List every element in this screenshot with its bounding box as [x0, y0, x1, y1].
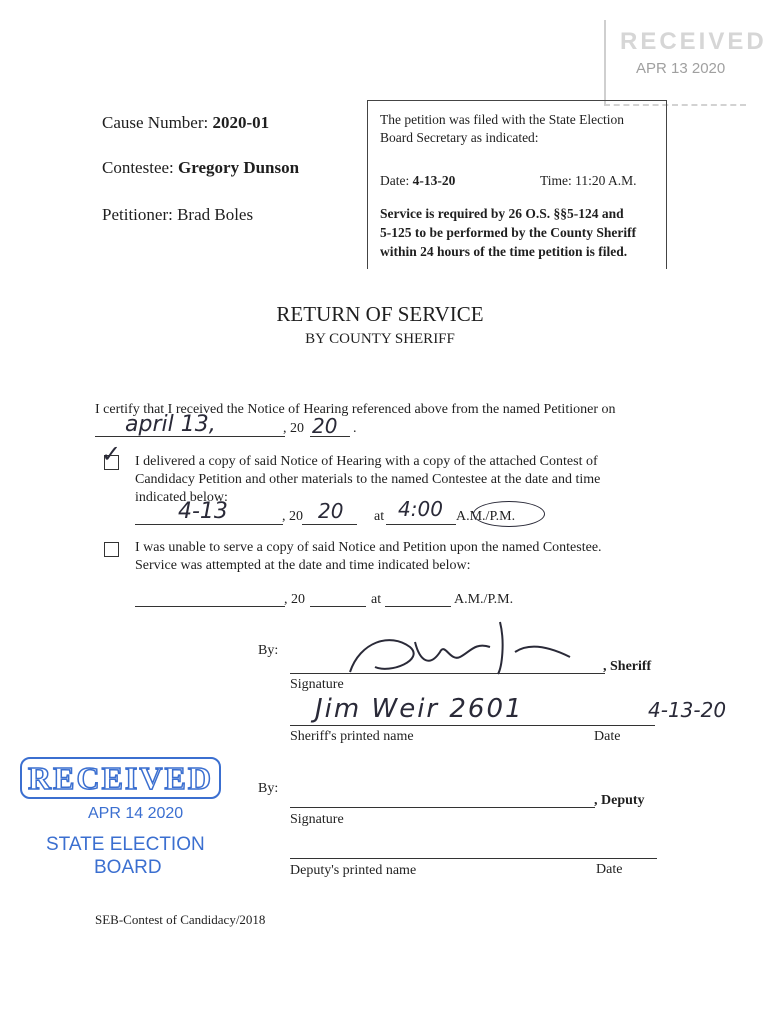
delivered-checkbox[interactable] [101, 440, 122, 470]
certify-year-prefix: , 20 [283, 421, 304, 436]
received-stamp-date: APR 14 2020 [88, 805, 184, 822]
top-stamp-date: APR 13 2020 [636, 60, 726, 77]
received-stamp [18, 757, 238, 887]
deputy-role: , Deputy [594, 793, 645, 808]
deputy-signature-line [290, 807, 595, 808]
cause-number [102, 113, 269, 133]
delivered-ampm: A.M./P.M. [456, 509, 516, 524]
form-id: SEB-Contest of Candidacy/2018 [95, 912, 266, 927]
delivered-line2: Candidacy Petition and other materials to the named Contestee at the date and time [135, 472, 601, 487]
checkmark-icon: ✓ [101, 440, 122, 468]
received-stamp-line1: STATE ELECTION [46, 834, 205, 855]
filing-date [380, 172, 455, 190]
sheriff-role: , Sheriff [603, 659, 652, 674]
sheriff-hand-date: 4-13-20 [648, 698, 727, 722]
certify-text: I certify that I received the Notice of Hearing referenced above from the named Petitioner on [95, 402, 616, 417]
delivered-at: at [374, 509, 385, 524]
cause-label: Cause Number: [102, 113, 209, 132]
sheriff-printed-label: Sheriff's printed name [290, 729, 414, 744]
deputy-date-label: Date [596, 862, 623, 877]
pm-circle [473, 501, 545, 527]
filing-notice1: Service is required by 26 O.S. §§5-124 and [380, 206, 624, 221]
delivered-line1: I delivered a copy of said Notice of Hearing with a copy of the attached Contest of [135, 454, 598, 469]
sheriff-printed-line [290, 725, 655, 726]
delivered-year-prefix: , 20 [282, 509, 303, 524]
deputy-printed-line [290, 858, 657, 859]
filing-date-label: Date: [380, 173, 410, 188]
delivered-hand-time: 4:00 [398, 497, 443, 521]
unable-date-line [135, 606, 285, 607]
petitioner [102, 205, 253, 225]
top-stamp-received: RECEIVED [620, 28, 767, 55]
certify-hand-year: 20 [312, 414, 338, 438]
sheriff-signature-label: Signature [290, 677, 344, 692]
filing-time-value: 11:20 A.M. [575, 173, 637, 188]
certify-hand-date: april 13, [125, 412, 216, 437]
contestee [102, 158, 299, 178]
received-stamp-line2: BOARD [94, 857, 162, 878]
certify-period: . [353, 421, 357, 436]
page-title: RETURN OF SERVICE [276, 302, 484, 326]
deputy-printed-label: Deputy's printed name [290, 863, 417, 878]
unable-year-line [310, 606, 366, 607]
sheriff-date-label: Date [594, 729, 621, 744]
unable-at: at [371, 592, 382, 607]
delivered-hand-year: 20 [318, 499, 344, 523]
contestee-value: Gregory Dunson [178, 158, 300, 177]
petitioner-label: Petitioner: [102, 205, 173, 224]
unable-ampm: A.M./P.M. [454, 592, 514, 607]
cause-value: 2020-01 [212, 113, 270, 132]
contestee-label: Contestee: [102, 158, 174, 177]
delivered-line3: indicated below: [135, 490, 228, 505]
delivered-time-line [386, 524, 456, 525]
top-received-stamp [604, 20, 767, 106]
sheriff-signature [330, 612, 590, 682]
filing-notice3: within 24 hours of the time petition is filed. [380, 244, 628, 259]
delivered-year-line [302, 524, 357, 525]
filing-box [367, 100, 667, 269]
filing-time-label: Time: [540, 173, 572, 188]
unable-line2: Service was attempted at the date and time indicated below: [135, 558, 471, 573]
deputy-signature-label: Signature [290, 812, 344, 827]
filing-notice2: 5-125 to be performed by the County Sheriff [380, 225, 637, 240]
delivered-hand-date: 4-13 [178, 499, 228, 524]
delivered-date-line [135, 524, 283, 525]
filing-date-value: 4-13-20 [412, 173, 456, 188]
filing-line1: The petition was filed with the State Election [380, 112, 625, 127]
unable-year-prefix: , 20 [284, 592, 305, 607]
filing-time [540, 172, 637, 190]
deputy-by: By: [258, 781, 279, 796]
unable-line1: I was unable to serve a copy of said Notice and Petition upon the named Contestee. [135, 540, 602, 555]
page-subtitle: BY COUNTY SHERIFF [305, 331, 455, 347]
unable-time-line [385, 606, 451, 607]
received-stamp-title: RECEIVED [20, 757, 221, 799]
sheriff-by: By: [258, 643, 279, 658]
unable-checkbox[interactable] [104, 542, 119, 557]
petitioner-value: Brad Boles [177, 205, 254, 224]
filing-line2: Board Secretary as indicated: [380, 130, 539, 145]
sheriff-hand-printed: Jim Weir 2601 [315, 694, 524, 724]
